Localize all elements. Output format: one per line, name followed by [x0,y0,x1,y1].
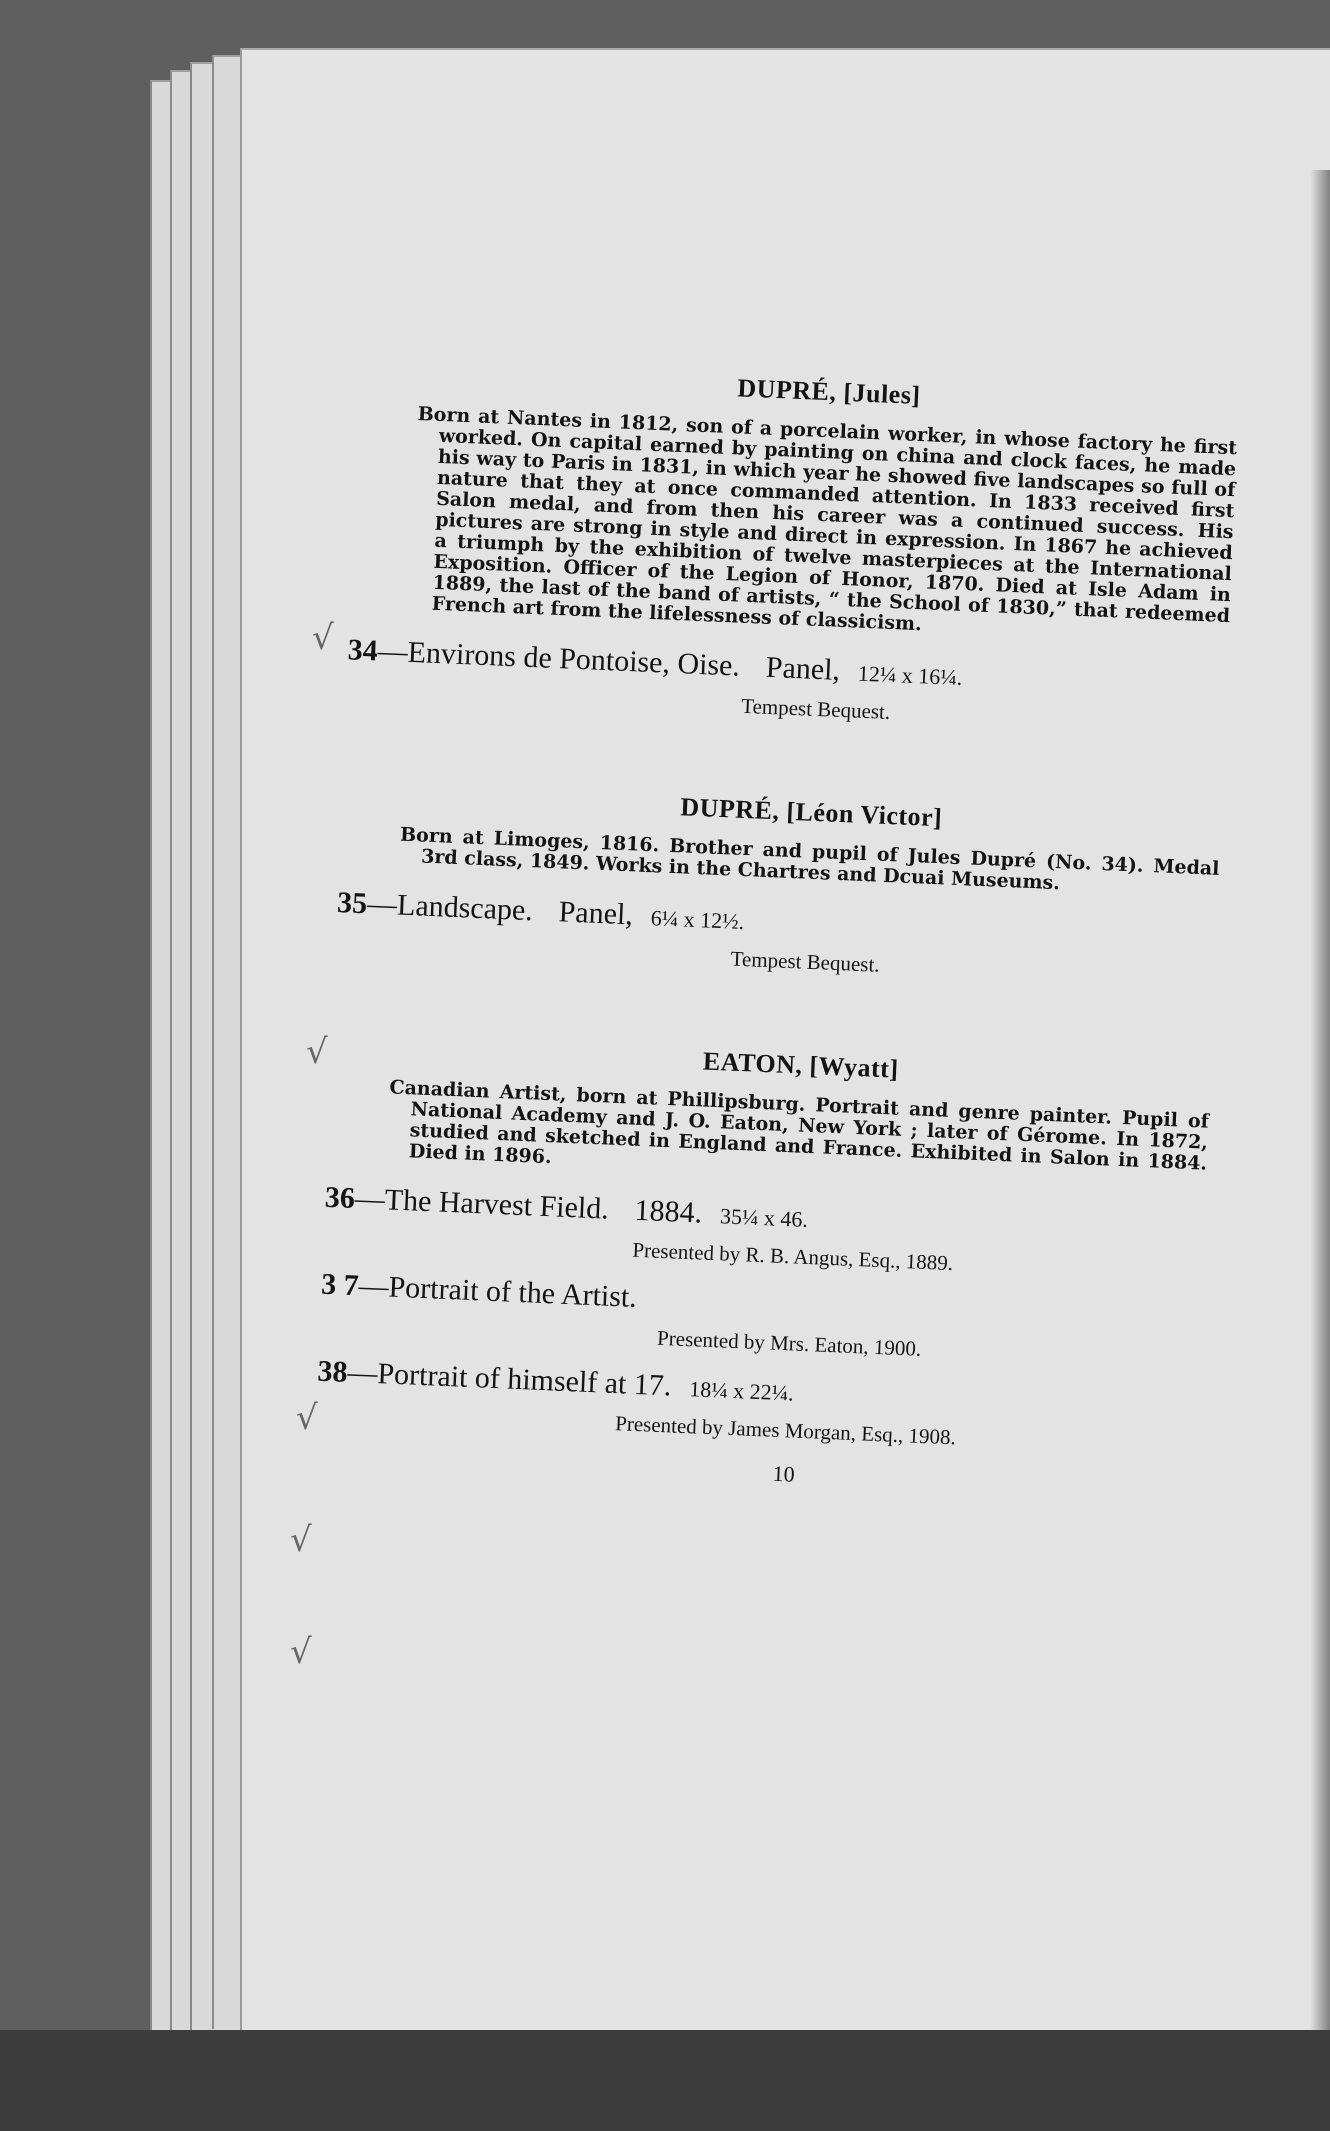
artist-heading: DUPRÉ, [Jules] [736,373,922,410]
work-credit: Tempest Bequest. [740,693,891,724]
work-title: —Landscape. [366,887,534,928]
work-number: 36 [324,1180,356,1215]
work-number: 34 [347,633,379,668]
page-binding-shadow [1310,170,1330,2070]
work-dimensions: 12¼ x 16¼. [857,660,963,690]
artist-biography: Canadian Artist, born at Phillipsburg. Portrait and genre painter. Pupil of National Academy and J. O. Eaton, New York ; later of Gérome. In 1872, studied and sketched in England and France. Exhibited in Salon in 1884. Died in 1896. [389,1076,1210,1175]
artist-entry [316,1033,1211,1460]
margin-tick-mark: √ [290,1520,312,1560]
margin-tick-mark: √ [290,1632,312,1672]
work-credit: Tempest Bequest. [730,946,881,977]
work-number: 38 [316,1354,349,1389]
artist-heading: EATON, [Wyatt] [702,1046,900,1084]
margin-tick-mark: √ [296,1398,318,1438]
work-credit: Presented by James Morgan, Esq., 1908. [614,1411,957,1450]
work-medium: Panel, [558,895,634,932]
work-title: —Portrait of the Artist. [357,1269,638,1314]
work-title: —Portrait of himself at 17. [346,1355,673,1403]
page-number: 10 [772,1460,796,1487]
scan-background [0,2030,1330,2131]
artist-entry [347,360,1240,739]
work-title: —Environs de Pontoise, Oise. [377,634,741,683]
work-dimensions: 18¼ x 22¼. [688,1376,795,1406]
margin-tick-mark: √ [306,1032,328,1072]
artist-entry [336,781,1222,992]
work-dimensions: 6¼ x 12½. [650,905,745,935]
work-medium: Panel, [765,650,841,687]
artist-biography: Born at Nantes in 1812, son of a porcelain worker, in whose factory he first worked. On capital earned by painting on china and clock faces, he made his way to Paris in 1831, in which year he showed five landscapes so full of nature that they at once commanded attention. In 1833 received first Salon medal, and from then his career was a continued success. His pictures are strong in style and direct in expression. In 1867 he achieved a triumph by the exhibition of twelve masterpieces at the International Exposition. Officer of the Legion of Honor, 1870. Died at Isle Adam in 1889, the last of the band of artists, “ the School of 1830,” that redeemed French art from the lifelessness of classicism. [417,402,1238,636]
work-title: —The Harvest Field. [354,1182,610,1226]
work-dimensions: 35¼ x 46. [719,1203,809,1232]
margin-tick-mark: √ [312,618,334,658]
artist-biography: Born at Limoges, 1816. Brother and pupil of Jules Dupré (No. 34). Medal 3rd class, 1849. Works in the Chartres and Dcuai Museums. [399,823,1220,895]
work-credit: Presented by R. B. Angus, Esq., 1889. [632,1237,954,1276]
work-number: 3 7 [320,1267,360,1303]
artist-heading: DUPRÉ, [Léon Victor] [679,792,943,833]
work-credit: Presented by Mrs. Eaton, 1900. [656,1325,922,1361]
work-date: 1884. [634,1193,703,1230]
catalogue-text [316,360,1239,1504]
work-number: 35 [336,886,368,921]
